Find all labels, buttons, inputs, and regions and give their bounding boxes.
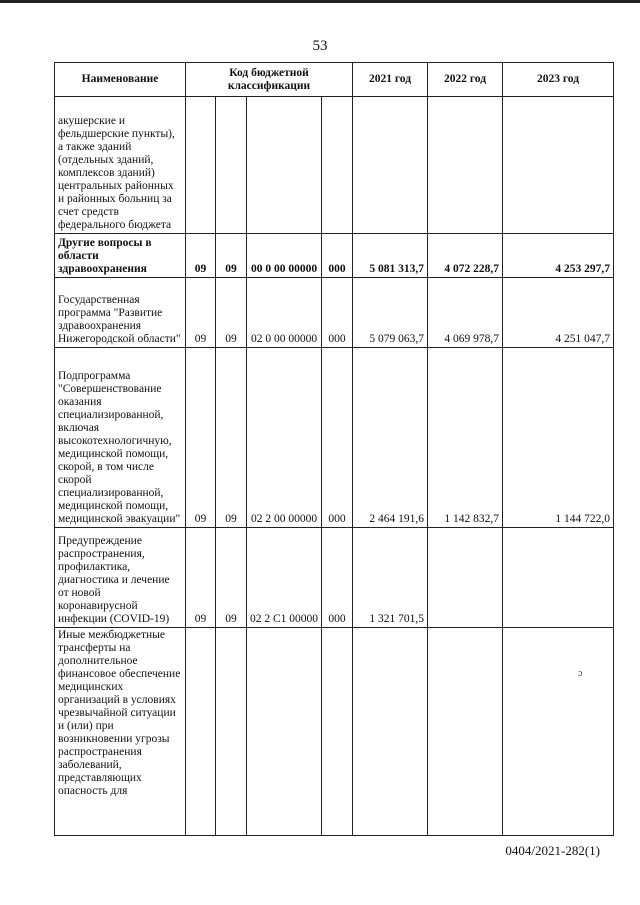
row-2023: 4 253 297,7 xyxy=(503,234,614,278)
row-vr: 000 xyxy=(322,234,353,278)
row-vr xyxy=(322,628,353,836)
header-2022: 2022 год xyxy=(428,63,503,97)
row-2022 xyxy=(428,628,503,836)
row-rz: 09 xyxy=(186,278,216,348)
row-name: Подпрограмма "Совершенствование оказания специализированной, включая высокотехнологичную, медицинской помощи, скорой, в том числе скорой специализированной, медицинской помощи, медицинской эвакуации" xyxy=(55,348,186,528)
page-number: 53 xyxy=(312,38,328,54)
header-row xyxy=(55,63,614,97)
row-2023: 4 251 047,7 xyxy=(503,278,614,348)
row-pr: 09 xyxy=(216,528,247,628)
top-border-line xyxy=(0,0,640,3)
row-csr: 02 2 00 00000 xyxy=(247,348,322,528)
row-rz: 09 xyxy=(186,348,216,528)
row-rz xyxy=(186,628,216,836)
row-rz: 09 xyxy=(186,234,216,278)
row-name: акушерские и фельдшерские пункты), а также зданий (отдельных зданий, комплексов зданий) центральных районных и районных больниц за счет средств федерального бюджета xyxy=(55,97,186,234)
row-csr: 02 2 C1 00000 xyxy=(247,528,322,628)
row-name: Государственная программа "Развитие здравоохранения Нижегородской области" xyxy=(55,278,186,348)
table-row xyxy=(55,234,614,278)
scan-speck: ɔ xyxy=(578,668,583,679)
table-row xyxy=(55,97,614,234)
row-csr xyxy=(247,628,322,836)
document-code: 0404/2021-282(1) xyxy=(505,843,600,858)
row-csr: 02 0 00 00000 xyxy=(247,278,322,348)
row-2022: 4 069 978,7 xyxy=(428,278,503,348)
row-2021: 1 321 701,5 xyxy=(353,528,428,628)
row-2023 xyxy=(503,97,614,234)
row-name: Иные межбюджетные трансферты на дополнительное финансовое обеспечение медицинских организаций в условиях чрезвычайной ситуации и (или) при возникновении угрозы распространения заболеваний, представляющих опасность для xyxy=(55,628,186,836)
row-pr xyxy=(216,97,247,234)
row-rz xyxy=(186,97,216,234)
table-row xyxy=(55,278,614,348)
row-2021 xyxy=(353,97,428,234)
row-2021: 5 079 063,7 xyxy=(353,278,428,348)
row-pr: 09 xyxy=(216,234,247,278)
row-2023 xyxy=(503,528,614,628)
row-pr xyxy=(216,628,247,836)
header-2021: 2021 год xyxy=(353,63,428,97)
row-2022 xyxy=(428,97,503,234)
table-row xyxy=(55,628,614,836)
row-2021: 2 464 191,6 xyxy=(353,348,428,528)
row-vr: 000 xyxy=(322,278,353,348)
row-rz: 09 xyxy=(186,528,216,628)
budget-table xyxy=(54,62,614,836)
table-row xyxy=(55,348,614,528)
row-2023 xyxy=(503,628,614,836)
row-csr: 00 0 00 00000 xyxy=(247,234,322,278)
row-pr: 09 xyxy=(216,348,247,528)
header-code: Код бюджетной классификации xyxy=(186,63,353,97)
row-2022: 4 072 228,7 xyxy=(428,234,503,278)
row-name: Предупреждение распространения, профилактика, диагностика и лечение от новой коронавирусной инфекции (COVID-19) xyxy=(55,528,186,628)
header-name: Наименование xyxy=(55,63,186,97)
row-vr: 000 xyxy=(322,528,353,628)
row-2022 xyxy=(428,528,503,628)
row-name: Другие вопросы в области здравоохранения xyxy=(55,234,186,278)
row-csr xyxy=(247,97,322,234)
row-vr xyxy=(322,97,353,234)
row-2021 xyxy=(353,628,428,836)
row-pr: 09 xyxy=(216,278,247,348)
header-2023: 2023 год xyxy=(503,63,614,97)
table-row xyxy=(55,528,614,628)
row-vr: 000 xyxy=(322,348,353,528)
row-2023: 1 144 722,0 xyxy=(503,348,614,528)
row-2022: 1 142 832,7 xyxy=(428,348,503,528)
row-2021: 5 081 313,7 xyxy=(353,234,428,278)
